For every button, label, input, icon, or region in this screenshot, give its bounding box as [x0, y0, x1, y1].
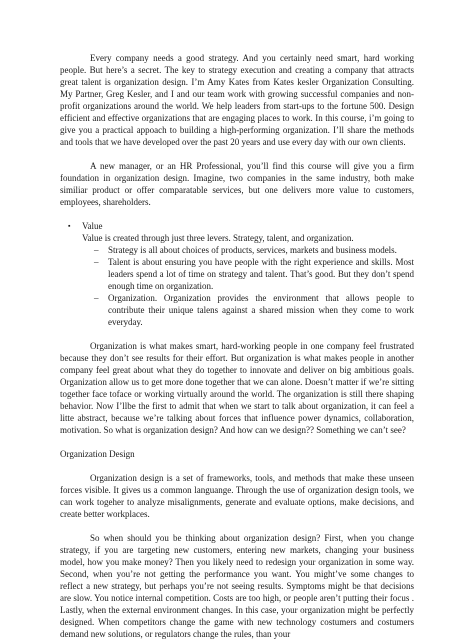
dash-bullet-icon: –	[94, 245, 99, 255]
value-bullet	[68, 220, 414, 328]
value-sub-item	[94, 292, 414, 328]
paragraph-org-design-definition: Organization design is a set of frameworks, tools, and methods that make these unseen forces visible. It gives us a common languange. Through the use of organization design tools, we can work togeher to analyze misalignments, generate and evaluate options, make decisions, and create better workplaces.	[60, 473, 414, 519]
paragraph-manager: A new manager, or an HR Professional, you’ll find this course will give you a firm foundation in organization design. Imagine, two companies in the same industry, both make similiar product or offer comparatable services, but one delivers more value to customers, employees, shareholders.	[60, 161, 414, 207]
value-sub-item	[94, 256, 414, 292]
value-talent-text: Talent is about ensuring you have people with the right experience and skills. Most leaders spend a lot of time on strategy and talent. That’s good. But they don’t spend enough time on organization.	[108, 257, 414, 291]
value-organization-text: Organization. Organization provides the environment that allows people to contribute their unique talens against a shared mission when they come to work everyday.	[108, 293, 414, 327]
value-intro: Value is created through just three levers. Strategy, talent, and organization.	[82, 233, 354, 243]
square-bullet-icon: ▪	[68, 222, 71, 230]
value-strategy-text: Strategy is all about choices of products, services, markets and business models.	[108, 245, 397, 255]
value-title: Value	[82, 221, 103, 231]
paragraph-when-to-design: So when should you be thinking about organization design? First, when you change strategy, if you are targeting new customers, entering new markets, changing your business model, how you make money? Then you likely need to redesign your organization in some way. Second, when you’re not getting the performance you want. You might’ve some changes to reflect a new strategy, but perhaps you’re not seeing results. Symptoms might be that decisions are slow. You notice internal competition. Costs are too high, or people aren’t putting their focus . Lastly, when the external environment changes. In this case, your organization might be perfectly designed. When competitors change the game with new technology costumers and costumers demand new solutions, or regulators change the rules, than your	[60, 533, 414, 639]
value-sub-item	[94, 244, 414, 256]
dash-bullet-icon: –	[94, 257, 99, 267]
paragraph-organization-is: Organization is what makes smart, hard-working people in one company feel frustrated because they don’t see results for their effort. But organization is what makes people in another company feel great about what they do together to innovate and deliver on big ambitious goals. Organization allow us to get more done together that we can alone. Doesn’t matter if we’re sitting together face toface or working virtually around the world. The organization is still there shaping behavior. Now I’llbe the first to admit that when we start to talk about organization, it can feel a litte abstract, because we’re talking about forces that influence power dynamics, collaboration, motivation. So what is organization design? And how can we design?? Something we can’t see?	[60, 341, 414, 435]
paragraph-intro: Every company needs a good strategy. And you certainly need smart, hard working people. But here’s a secret. The key to strategy execution and creating a company that attracts great talent is organization design. I’m Amy Kates from Kates kesler Organization Consulting. My Partner, Greg Kesler, and I and our team work with growing successful companies and non-profit organizations around the world. We help leaders from start-ups to the fortune 500. Design efficient and effective organizations that are engaging places to work. In this course, i’m going to give you a practical appoach to building a high-performing organization. I’ll share the methods and tools that we have developed over the past 20 years and use every day with our own clients.	[60, 53, 414, 147]
dash-bullet-icon: –	[94, 293, 99, 303]
section-heading: Organization Design	[60, 449, 135, 459]
